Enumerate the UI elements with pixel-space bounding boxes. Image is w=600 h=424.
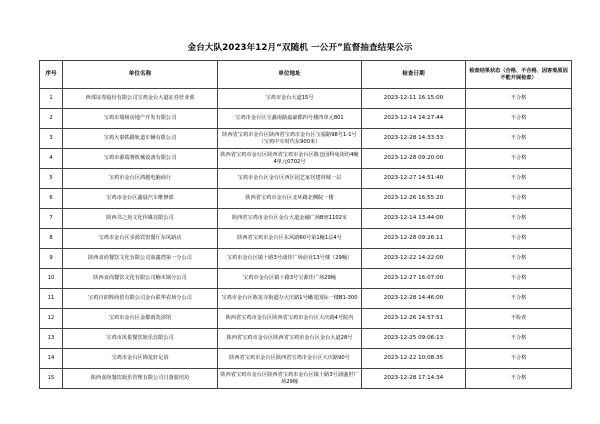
unit-name-cell: 宝鸡市金台区鸿越电脑商行	[63, 169, 218, 189]
unit-name-cell: 宝鸡市金台区锦龙轩足浴	[63, 349, 218, 369]
table-row	[40, 109, 572, 129]
result-status-cell: 不合格	[466, 349, 572, 369]
result-status-cell: 不合格	[466, 109, 572, 129]
unit-address-cell: 宝鸡市金台区陈龙寺街道办大庆路1号蟠龙国际一楼B1-300	[218, 289, 362, 309]
result-status-cell: 不合格	[466, 369, 572, 389]
table-row	[40, 89, 572, 109]
result-status-cell: 不合格	[466, 189, 572, 209]
table-header-row	[40, 61, 572, 89]
row-index-cell: 1	[40, 89, 63, 109]
inspection-date-cell: 2023-12-14 13:44:00	[362, 209, 466, 229]
unit-name-cell: 宝鸡大秦铁路轨道车辆有限公司	[63, 129, 218, 149]
table-row	[40, 129, 572, 149]
table-row	[40, 149, 572, 169]
unit-name-cell: 宝鸡百润辉商贸有限公司金台联华农场分公司	[63, 289, 218, 309]
inspection-date-cell: 2023-12-27 14:51:40	[362, 169, 466, 189]
unit-address-cell: 陕西省宝鸡市金台区金台大道金融广场B座1102室	[218, 209, 362, 229]
inspection-date-cell: 2023-12-11 16:15:00	[362, 89, 466, 109]
page-title: 金台大队2023年12月“双随机 一公开”监督抽查结果公示	[187, 43, 413, 53]
unit-address-cell: 宝鸡市金台大道15号	[218, 89, 362, 109]
row-index-cell: 14	[40, 349, 63, 369]
row-index-cell: 11	[40, 289, 63, 309]
inspection-date-cell: 2023-12-28 17:14:34	[362, 369, 466, 389]
table-row	[40, 269, 572, 289]
unit-address-cell: 宝鸡市金台区宝蠡南路嘉豪郡四号楼四单元801	[218, 109, 362, 129]
row-index-cell: 4	[40, 149, 63, 169]
unit-address-cell: 陕西省宝鸡市金台区陕西省宝鸡市金台区大庆路90号	[218, 349, 362, 369]
unit-address-cell: 陕西省宝鸡市金台区陕西省宝鸡市金台区镇十路3号浦盛世广场29幢	[218, 369, 362, 389]
table-row	[40, 329, 572, 349]
unit-name-cell: 宝鸡市金台区鑫晨汽车维修部	[63, 189, 218, 209]
row-index-cell: 8	[40, 229, 63, 249]
inspection-date-cell: 2023-12-22 10:08:35	[362, 349, 466, 369]
unit-name-cell: 宝鸡市瑞杨房地产开发有限公司	[63, 109, 218, 129]
result-status-cell: 不合格	[466, 169, 572, 189]
table-row	[40, 349, 572, 369]
unit-address-cell: 宝鸡市金台区镇十路3号浦佳广场前业13号楼（29幢）	[218, 249, 362, 269]
inspection-date-cell: 2023-12-28 14:33:33	[362, 129, 466, 149]
result-status-cell: 不合格	[466, 149, 572, 169]
inspection-date-cell: 2023-12-28 09:20:00	[362, 149, 466, 169]
row-index-cell: 5	[40, 169, 63, 189]
unit-name-cell: 宝鸡市金台区步源宾馆餐厅东风路店	[63, 229, 218, 249]
unit-address-cell: 陕西省宝鸡市金台区陕西省宝鸡市金台区大庆路4号院内	[218, 309, 362, 329]
table-row	[40, 169, 572, 189]
unit-name-cell: 陕西食尚餐饮文化有限公司楠木锅分公司	[63, 269, 218, 289]
row-index-cell: 10	[40, 269, 63, 289]
unit-address-cell: 陕西省宝鸡市金台区北环路北侧院一楼	[218, 189, 362, 209]
inspection-date-cell: 2023-12-26 16:55:20	[362, 189, 466, 209]
inspection-date-cell: 2023-12-28 09:26:11	[362, 229, 466, 249]
unit-name-cell: 陕西食尚餐饮文化有限公司血鑫湾第一分公司	[63, 249, 218, 269]
header-unit-address: 单位地址	[218, 61, 362, 89]
result-status-cell: 不合格	[466, 289, 572, 309]
row-index-cell: 2	[40, 109, 63, 129]
header-inspection-date: 检查日期	[362, 61, 466, 89]
unit-address-cell: 陕西省宝鸡市金台区陕西省宝鸡市金台区宝福路98号1-1号（宝鸡中车时代东900米）	[218, 129, 362, 149]
row-index-cell: 9	[40, 249, 63, 269]
inspection-date-cell: 2023-12-22 14:22:00	[362, 249, 466, 269]
result-status-cell: 不合格	[466, 329, 572, 349]
result-status-cell: 不合格	[466, 269, 572, 289]
table-row	[40, 369, 572, 389]
row-index-cell: 15	[40, 369, 63, 389]
row-index-cell: 3	[40, 129, 63, 149]
table-row	[40, 249, 572, 269]
header-result-status: 检查结果状态（合格、不合格、因客观原因不能开展检查）	[466, 61, 572, 89]
inspection-date-cell: 2023-12-28 14:46:00	[362, 289, 466, 309]
table-row	[40, 209, 572, 229]
row-index-cell: 13	[40, 329, 63, 349]
unit-name-cell: 宝鸡市金台区金都雨洗浴馆	[63, 309, 218, 329]
table-body	[40, 89, 572, 389]
result-status-cell: 不合格	[466, 89, 572, 109]
inspection-date-cell: 2023-12-27 16:07:00	[362, 269, 466, 289]
unit-name-cell: 宝鸡市源瑞赛机械设备有限公司	[63, 149, 218, 169]
unit-address-cell: 陕西省宝鸡市金台区陕西省宝鸡市金台区陈仓园科兔街坊4幢4单元0702号	[218, 149, 362, 169]
inspection-results-table	[39, 60, 572, 389]
row-index-cell: 6	[40, 189, 63, 209]
result-status-cell: 不合格	[466, 209, 572, 229]
inspection-date-cell: 2023-12-25 09:06:13	[362, 329, 466, 349]
unit-address-cell: 陕西省宝鸡市金台区东风路60号第1幢1层4号	[218, 229, 362, 249]
table-row	[40, 229, 572, 249]
unit-name-cell: 宝鸡市凤悦餐饮娱乐有限公司	[63, 329, 218, 349]
result-status-cell: 不检查	[466, 309, 572, 329]
result-status-cell: 不合格	[466, 129, 572, 149]
row-index-cell: 12	[40, 309, 63, 329]
unit-name-cell: 陕西食尚餐饮娱乐管理有限公司日落旅培坊	[63, 369, 218, 389]
inspection-date-cell: 2023-12-26 14:57:51	[362, 309, 466, 329]
table-row	[40, 189, 572, 209]
unit-address-cell: 宝鸡市金台区镇十路3号宝源佳广场29幢	[218, 269, 362, 289]
result-status-cell: 不合格	[466, 249, 572, 269]
header-index: 序号	[40, 61, 63, 89]
row-index-cell: 7	[40, 209, 63, 229]
unit-name-cell: 陕西书之苑文化传媒有限公司	[63, 209, 218, 229]
header-unit-name: 单位名称	[63, 61, 218, 89]
unit-name-cell: 西部证券股份有限公司宝鸡金台大道证券营业部	[63, 89, 218, 109]
table-row	[40, 289, 572, 309]
result-status-cell: 不合格	[466, 229, 572, 249]
inspection-date-cell: 2023-12-14 14:27:44	[362, 109, 466, 129]
unit-address-cell: 陕西省宝鸡市金台区陕西省宝鸡市金台区金台大道28号	[218, 329, 362, 349]
unit-address-cell: 宝鸡市金台区金台区西区园艺家居建材城一层	[218, 169, 362, 189]
table-row	[40, 309, 572, 329]
